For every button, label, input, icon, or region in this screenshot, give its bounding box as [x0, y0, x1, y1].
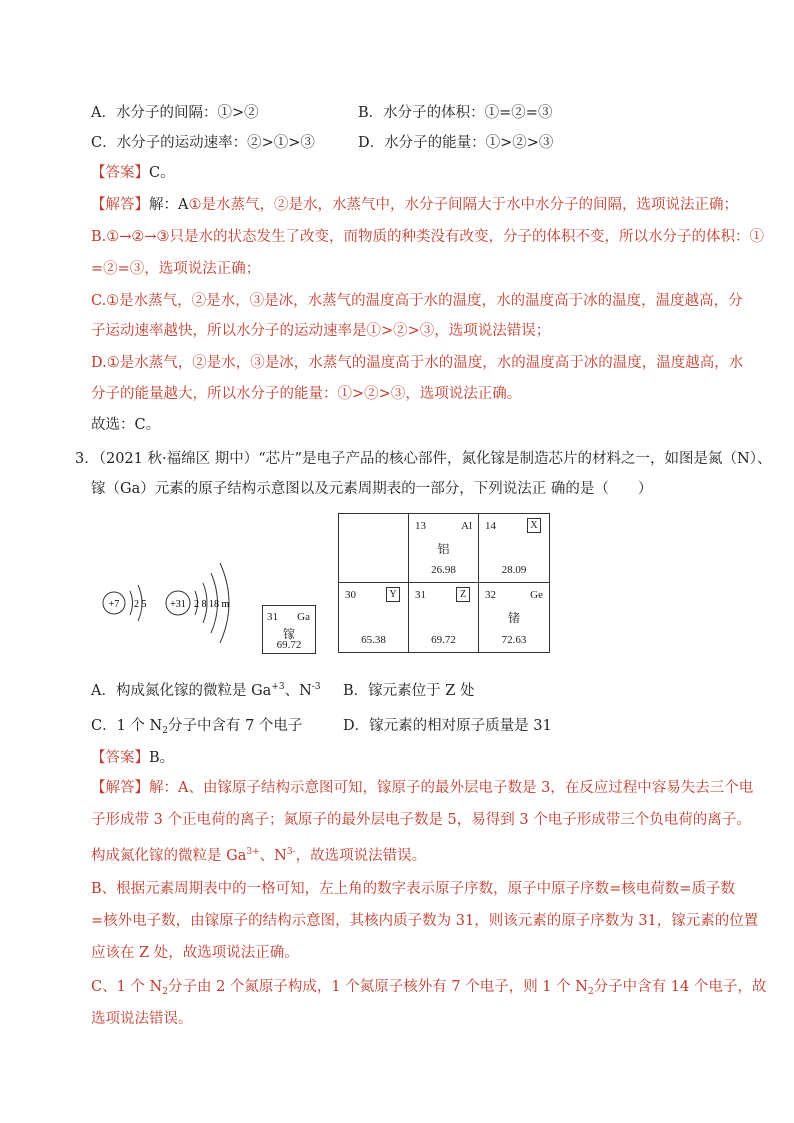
card-name: 镓	[282, 627, 295, 641]
cell-number: 31	[415, 589, 426, 601]
table-cell-empty	[339, 514, 409, 583]
card-mass: 69.72	[276, 639, 302, 651]
gallium-atom-diagram	[166, 563, 230, 643]
charge-superscript: -3	[311, 682, 321, 692]
table-cell-x	[479, 514, 549, 583]
gallium-shells: 2 8 18 m	[194, 599, 230, 610]
table-cell-y	[339, 583, 409, 652]
cell-number: 13	[415, 520, 426, 532]
nitrogen-atom-diagram	[103, 585, 147, 621]
q2-option-c: C．水分子的运动速率：②>①>③	[91, 135, 315, 151]
answer-label: 【答案】	[91, 750, 149, 766]
q3-analysis-c2: 选项说法错误。	[91, 1011, 193, 1027]
option-text: A．构成氮化镓的微粒是 Ga	[91, 683, 272, 699]
analysis-text: ，故选项说法错误。	[295, 848, 427, 864]
cell-number: 30	[345, 589, 356, 601]
option-text: 分子中含有 7 个电子	[167, 718, 303, 734]
cell-symbol-boxed: X	[527, 518, 541, 533]
cell-name: 锗	[507, 611, 520, 625]
formula-subscript: 2	[587, 987, 594, 997]
analysis-text: 解：A、由镓原子结构示意图可知，镓原子的最外层电子数是 3，在反应过程中容易失去三个电	[149, 780, 754, 796]
analysis-order: ①>②>③	[366, 323, 435, 339]
q2-option-b: B．水分子的体积：①=②=③	[358, 105, 553, 121]
analysis-text: 、N	[259, 848, 287, 864]
q3-stem-line2: 镓（Ga）元素的原子结构示意图以及元素周期表的一部分，下列说法正 确的是（ ）	[91, 481, 653, 497]
charge-superscript: 3+	[246, 847, 260, 857]
q3-option-a	[91, 681, 321, 701]
nitrogen-nucleus: +7	[108, 599, 120, 610]
cell-symbol: Ge	[530, 589, 543, 601]
card-number: 31	[267, 611, 278, 623]
formula-subscript: 2	[162, 987, 168, 997]
table-cell-al	[409, 514, 479, 583]
cell-symbol: Al	[461, 520, 472, 532]
q2-analysis-a	[91, 195, 738, 215]
cell-number: 32	[485, 589, 496, 601]
analysis-text: ①是水蒸气，②是水，水蒸气中，水分子间隔大于水中水分子的间隔，选项说法正确；	[188, 197, 738, 213]
q2-conclusion: 故选：C。	[91, 417, 161, 433]
analysis-text: 分子中含有 14 个电子，故	[593, 979, 767, 995]
q2-answer	[91, 163, 175, 183]
cell-mass: 72.63	[501, 634, 527, 646]
cell-mass: 65.38	[361, 634, 386, 646]
question-number: 3．	[75, 451, 99, 467]
analysis-label: 【解答】	[91, 197, 149, 213]
gallium-element-card	[262, 605, 316, 654]
atomic-structure-diagrams	[96, 555, 256, 655]
analysis-text: 分子由 2 个氮原子构成，1 个氮原子核外有 7 个电子，则 1 个 N	[167, 979, 588, 995]
periodic-table-fragment	[338, 513, 550, 653]
q3-analysis-b1: B、根据元素周期表中的一格可知，左上角的数字表示原子序数，原子中原子序数=核电荷数=质子数	[91, 881, 735, 897]
q2-analysis-d1: D.①是水蒸气，②是水，③是冰，水蒸气的温度高于水的温度，水的温度高于冰的温度，温度越高，水	[91, 355, 744, 371]
q2-analysis-c2	[91, 321, 550, 341]
analysis-text: 子运动速率越快，所以水分子的运动速率是	[91, 323, 367, 339]
analysis-text: ，选项说法正确。	[405, 386, 522, 402]
q3-analysis-b3: 应该在 Z 处，故选项说法正确。	[91, 945, 299, 961]
q3-answer	[91, 748, 174, 768]
option-text: 、N	[284, 683, 312, 699]
q3-stem-line1	[75, 449, 771, 469]
question-stem: （2021 秋·福绵区 期中）“芯片”是电子产品的核心部件，氮化镓是制造芯片的材料之一，如图是氮（N）、	[98, 451, 772, 467]
q3-analysis-c1	[91, 977, 766, 997]
q2-analysis-d2	[91, 384, 521, 404]
q3-analysis-a2: 子形成带 3 个正电荷的离子；氮原子的最外层电子数是 5，易得到 3 个电子形成带三个负电荷的离子。	[91, 812, 751, 828]
answer-value: B。	[149, 750, 175, 766]
q2-analysis-b2: =②=③，选项说法正确；	[91, 261, 261, 277]
q2-option-a: A．水分子的间隔：①>②	[91, 105, 259, 121]
q2-analysis-b1: B.①→②→③只是水的状态发生了改变，而物质的种类没有改变，分子的体积不变，所以水分子的体积：①	[91, 229, 765, 245]
q2-analysis-c1: C.①是水蒸气，②是水，③是冰，水蒸气的温度高于水的温度，水的温度高于冰的温度，温度越高，分	[91, 293, 743, 309]
q3-option-b: B．镓元素位于 Z 处	[343, 683, 475, 699]
q3-analysis-a3	[91, 846, 426, 866]
analysis-text: 分子的能量越大，所以水分子的能量：	[91, 386, 338, 402]
cell-symbol-boxed: Z	[456, 587, 470, 602]
formula-subscript: 2	[162, 726, 168, 736]
analysis-prefix: 解：A	[149, 197, 189, 213]
cell-mass: 26.98	[431, 564, 456, 576]
cell-name: 铝	[437, 542, 450, 556]
answer-label: 【答案】	[91, 165, 149, 181]
table-cell-ge	[479, 583, 549, 652]
q3-analysis-b2: =核外电子数，由镓原子的结构示意图，其核内质子数为 31，则该元素的原子序数为 31，镓元素的位置	[91, 913, 759, 929]
nitrogen-shells: 2 5	[134, 599, 147, 610]
charge-superscript: 3-	[286, 847, 296, 857]
q3-option-c	[91, 716, 302, 736]
q3-analysis-a1	[91, 778, 753, 798]
cell-mass: 28.09	[501, 564, 527, 576]
charge-superscript: +3	[271, 682, 285, 692]
answer-value: C。	[149, 165, 175, 181]
analysis-text: C、1 个 N	[91, 979, 163, 995]
q2-option-d: D．水分子的能量：①>②>③	[358, 135, 554, 151]
cell-symbol-boxed: Y	[386, 587, 400, 602]
q3-option-d: D．镓元素的相对原子质量是 31	[343, 718, 552, 734]
table-cell-z	[409, 583, 479, 652]
gallium-nucleus: +31	[170, 599, 186, 610]
card-symbol: Ga	[297, 611, 310, 623]
analysis-text: ，选项说法错误；	[434, 323, 551, 339]
analysis-text: 构成氮化镓的微粒是 Ga	[91, 848, 247, 864]
analysis-label: 【解答】	[91, 780, 149, 796]
cell-number: 14	[485, 520, 496, 532]
analysis-order: ①>②>③	[337, 386, 406, 402]
option-text: C．1 个 N	[91, 718, 163, 734]
cell-mass: 69.72	[431, 634, 456, 646]
